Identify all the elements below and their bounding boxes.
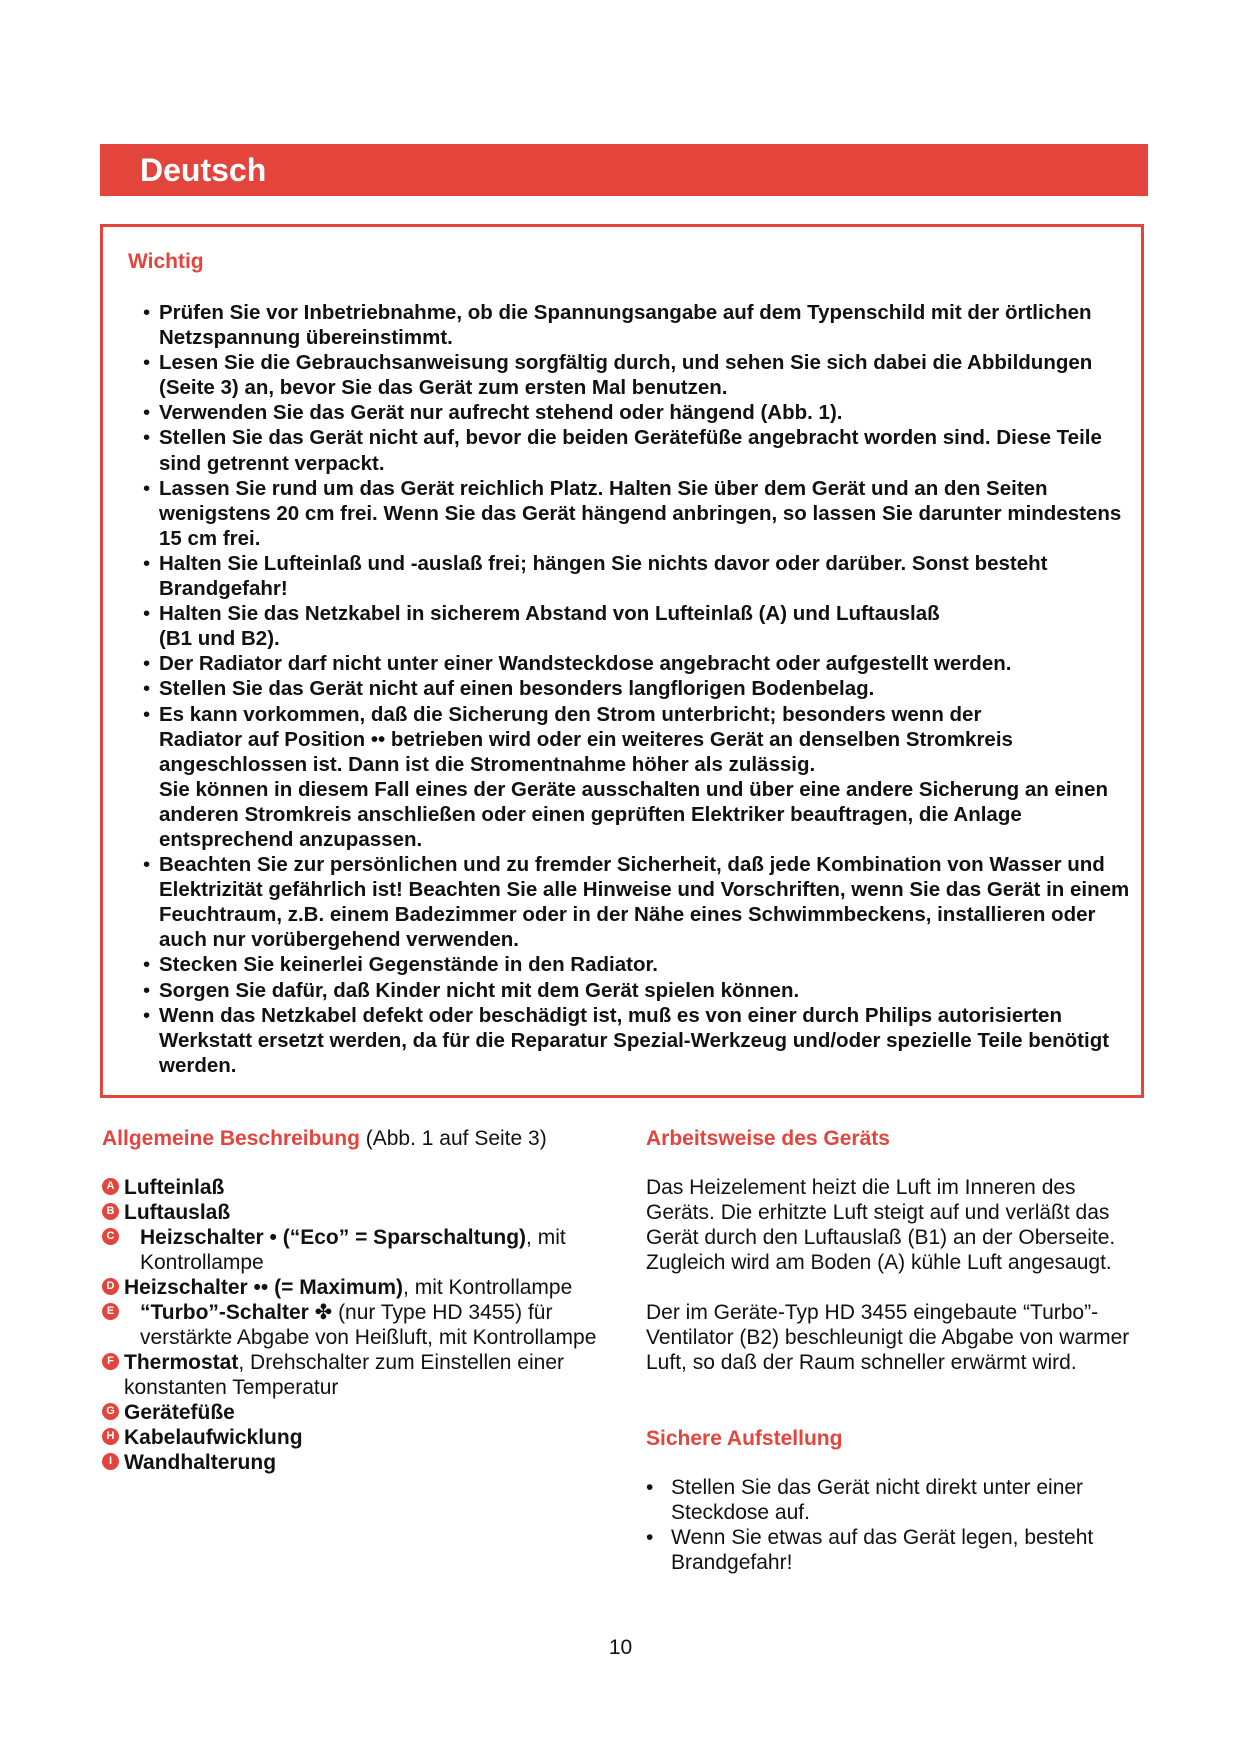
general-description-heading [102,1125,622,1153]
important-item: • Wenn das Netzkabel defekt oder beschädigt ist, muß es von einer durch Philips autorisierten Werkstatt ersetzt werden, da für die Reparatur Spezial-Werkzeug und/oder spezielle Teile benötigt werden. [143,1003,1143,1078]
important-item: • Beachten Sie zur persönlichen und zu fremder Sicherheit, daß jede Kombination von Wasser und Elektrizität gefährlich ist! Beachten Sie alle Hinweise und Vorschriften, wenn Sie das Gerät in einem Feuchtraum, z.B. einem Badezimmer oder in der Nähe eines Schwimmbeckens, installieren oder auch nur vorübergehend verwenden. [143,852,1143,952]
important-item: • Halten Sie Lufteinlaß und -auslaß frei; hängen Sie nichts davor oder darüber. Sonst besteht Brandgefahr! [143,551,1143,601]
part-item: D Heizschalter •• (= Maximum), mit Kontrollampe [102,1275,622,1300]
part-letter-badge: F [102,1353,119,1370]
operation-paragraph: Das Heizelement heizt die Luft im Inneren des Geräts. Die erhitzte Luft steigt auf und verläßt das Gerät durch den Luftauslaß (B1) an der Oberseite. Zugleich wird am Boden (A) kühle Luft angesaugt. [646,1176,1116,1274]
safe-setup-list [646,1475,1146,1575]
important-title: Wichtig [128,250,204,273]
part-letter-badge: A [102,1178,119,1195]
page-number: 10 [608,1636,633,1659]
language-header-bar [100,144,1148,196]
important-item: • Es kann vorkommen, daß die Sicherung den Strom unterbricht; besonders wenn der Radiator auf Position •• betrieben wird oder ein weiteres Gerät an denselben Stromkreis angeschlossen ist. Dann ist die Stromentnahme höher als zulässig. [143,702,1019,777]
figure-reference: (Abb. 1 auf Seite 3) [365,1127,547,1150]
important-item: • Halten Sie das Netzkabel in sicherem Abstand von Lufteinlaß (A) und Luftauslaß (B1 und B2). [143,601,959,651]
part-letter-badge: I [102,1453,119,1470]
important-item: • Prüfen Sie vor Inbetriebnahme, ob die Spannungsangabe auf dem Typenschild mit der örtlichen Netzspannung übereinstimmt. [143,300,1143,350]
safe-setup-title: Sichere Aufstellung [646,1427,843,1450]
part-letter-badge: G [102,1403,119,1420]
important-item: • Verwenden Sie das Gerät nur aufrecht stehend oder hängend (Abb. 1). [143,400,1143,425]
part-letter-badge: H [102,1428,119,1445]
part-item: H Kabelaufwicklung [102,1425,622,1450]
general-description-title: Allgemeine Beschreibung [102,1127,360,1150]
important-item: • Der Radiator darf nicht unter einer Wandsteckdose angebracht oder aufgestellt werden. [143,651,1143,676]
important-item: • Lesen Sie die Gebrauchsanweisung sorgfältig durch, und sehen Sie sich dabei die Abbildungen (Seite 3) an, bevor Sie das Gerät zum ersten Mal benutzen. [143,350,1143,400]
operation-paragraph: Der im Geräte-Typ HD 3455 eingebaute “Turbo”-Ventilator (B2) beschleunigt die Abgabe von warmer Luft, so daß der Raum schneller erwärmt wird. [646,1301,1130,1374]
part-item: G Gerätefüße [102,1400,622,1425]
important-item-continuation: Sie können in diesem Fall eines der Geräte ausschalten und über eine andere Sicherung an einen anderen Stromkreis anschließen oder einen geprüften Elektriker beauftragen, die Anlage entsprechend anzupassen. [159,777,1108,851]
important-item: • Stecken Sie keinerlei Gegenstände in den Radiator. [143,952,1143,977]
part-item: E “Turbo”-Schalter ✤ (nur Type HD 3455) für verstärkte Abgabe von Heißluft, mit Kontrollampe [102,1300,622,1350]
safe-setup-item: • Stellen Sie das Gerät nicht direkt unter einer Steckdose auf. [646,1475,1146,1525]
important-list [143,300,1143,1078]
operation-title: Arbeitsweise des Geräts [646,1127,890,1150]
part-letter-badge: E [102,1303,119,1320]
part-item: A Lufteinlaß [102,1175,622,1200]
important-notice-box [100,224,1144,1098]
important-item: • Lassen Sie rund um das Gerät reichlich Platz. Halten Sie über dem Gerät und an den Seiten wenigstens 20 cm frei. Wenn Sie das Gerät hängend anbringen, so lassen Sie darunter mindestens 15 cm frei. [143,476,1143,551]
part-item: I Wandhalterung [102,1450,622,1475]
part-letter-badge: D [102,1278,119,1295]
parts-list [102,1175,622,1475]
safe-setup-item: • Wenn Sie etwas auf das Gerät legen, besteht Brandgefahr! [646,1525,1146,1575]
general-description-column [102,1125,622,1475]
language-title: Deutsch [140,152,267,188]
important-item: • Stellen Sie das Gerät nicht auf, bevor die beiden Gerätefüße angebracht worden sind. Diese Teile sind getrennt verpackt. [143,425,1143,475]
important-item: • Sorgen Sie dafür, daß Kinder nicht mit dem Gerät spielen können. [143,978,1143,1003]
important-item: • Stellen Sie das Gerät nicht auf einen besonders langflorigen Bodenbelag. [143,676,1143,701]
part-item: B Luftauslaß [102,1200,622,1225]
part-letter-badge: C [102,1228,119,1245]
part-letter-badge: B [102,1203,119,1220]
operation-column [646,1125,1146,1575]
part-item: F Thermostat, Drehschalter zum Einstellen einer konstanten Temperatur [102,1350,622,1400]
part-item: C Heizschalter • (“Eco” = Sparschaltung), mit Kontrollampe [102,1225,622,1275]
